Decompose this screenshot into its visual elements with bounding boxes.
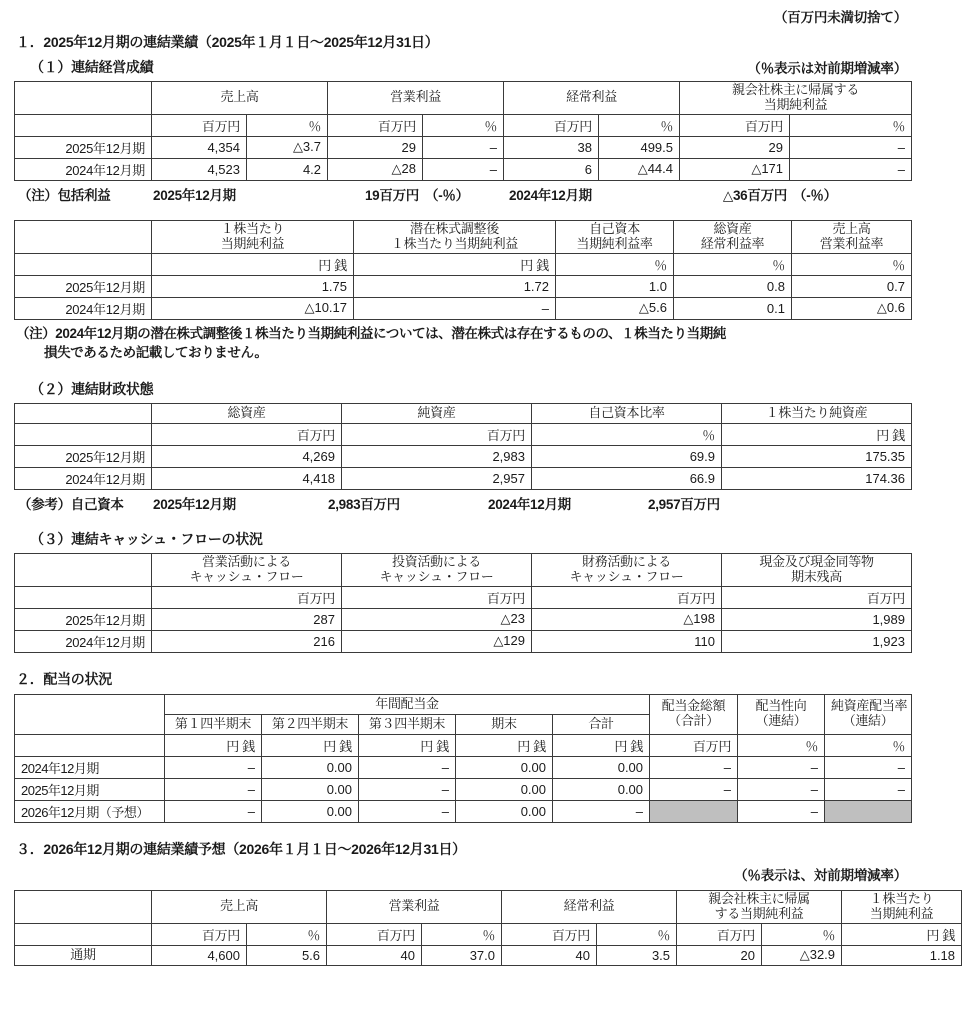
header-total-dividends (650, 694, 738, 734)
per-share-indicators-table (14, 220, 912, 320)
header-line-1: １株当たり (869, 890, 934, 906)
header-line-2: （連結） (842, 713, 894, 729)
table-row (15, 778, 912, 800)
cell-value: 1.75 (152, 275, 354, 297)
header-net-income-attributable (677, 890, 842, 923)
cell-value: △198 (532, 608, 722, 630)
unit-bps: 円 銭 (722, 423, 912, 445)
note-period-1: 2025年12月期 (153, 187, 236, 203)
table-header-row (15, 553, 912, 586)
cell-value: 4,418 (152, 467, 342, 489)
table-row (15, 297, 912, 319)
table-unit-row (15, 423, 912, 445)
header-line-2: 当期純利益率 (576, 235, 653, 251)
cell-value: 4,600 (152, 945, 247, 965)
cell-value: 0.7 (792, 275, 912, 297)
dividend-status-table (14, 694, 912, 823)
note-value-1: 19百万円 (364, 187, 419, 203)
cell-value: 40 (327, 945, 422, 965)
cell-value: 0.1 (674, 297, 792, 319)
unit-row-corner (15, 586, 152, 608)
header-net-income-attributable (680, 82, 912, 115)
table-unit-row (15, 114, 912, 136)
cell-value: – (359, 800, 456, 822)
cell-value: 0.00 (262, 800, 359, 822)
equity-reference-note (16, 493, 913, 513)
unit-roa: ％ (674, 253, 792, 275)
header-net-sales: 売上高 (152, 82, 328, 115)
cell-value: △3.7 (247, 136, 328, 158)
unit-ord-pct: ％ (597, 923, 677, 945)
cell-value: 0.8 (674, 275, 792, 297)
section1-title: １．2025年12月期の連結業績（2025年１月１日～2025年12月31日） (16, 34, 439, 50)
cell-value: – (650, 756, 738, 778)
cell-value: △28 (328, 158, 423, 180)
corner-cell (15, 694, 165, 734)
header-line-1: 潜在株式調整後 (410, 220, 499, 236)
header-roe (556, 220, 674, 253)
cell-value: – (553, 800, 650, 822)
header-total-assets: 総資産 (152, 403, 342, 423)
section1-sub1-header (14, 57, 913, 77)
unit-ni-pct: ％ (762, 923, 842, 945)
note-pct-2: （-％） (793, 187, 837, 203)
corner-cell (15, 82, 152, 115)
cash-flow-table (14, 553, 912, 653)
unit-operating-cf: 百万円 (152, 586, 342, 608)
unit-sales-amount: 百万円 (152, 114, 247, 136)
header-line-2: キャッシュ・フロー (189, 568, 304, 584)
cell-value: – (423, 136, 504, 158)
cell-value: 0.00 (262, 778, 359, 800)
row-label-fy2024: 2024年12月期 (15, 756, 165, 778)
unit-total-dividends: 百万円 (650, 734, 738, 756)
cell-value: – (790, 158, 912, 180)
header-line-2: 営業利益率 (819, 235, 884, 251)
header-line-2: 経常利益率 (700, 235, 765, 251)
unit-row-corner (15, 253, 152, 275)
unit-cash-equivalents: 百万円 (722, 586, 912, 608)
unit-financing-cf: 百万円 (532, 586, 722, 608)
header-line-2: 期末残高 (791, 568, 842, 584)
cell-value: 0.00 (456, 800, 553, 822)
unit-q3: 円 銭 (359, 734, 456, 756)
cell-value: – (359, 778, 456, 800)
cell-value: 1.72 (354, 275, 556, 297)
header-dividend-on-equity (825, 694, 912, 734)
cell-value: 216 (152, 630, 342, 652)
cell-value: 37.0 (422, 945, 502, 965)
row-label-fy2025: 2025年12月期 (15, 445, 152, 467)
header-financing-cf (532, 553, 722, 586)
unit-ord-pct: ％ (599, 114, 680, 136)
note-pct-1: （-％） (425, 187, 469, 203)
unit-row-corner (15, 734, 165, 756)
table-row (15, 158, 912, 180)
unit-total: 円 銭 (553, 734, 650, 756)
cell-value: △0.6 (792, 297, 912, 319)
header-annual-dividend-group: 年間配当金 (165, 694, 650, 714)
cell-value: 1.0 (556, 275, 674, 297)
header-ordinary-income: 経常利益 (504, 82, 680, 115)
cell-value: 110 (532, 630, 722, 652)
cell-value: – (354, 297, 556, 319)
header-line-1: 現金及び現金同等物 (759, 553, 874, 569)
header-line-1: 親会社株主に帰属 (708, 890, 810, 906)
header-line-1: 財務活動による (582, 553, 671, 569)
cell-value: – (650, 778, 738, 800)
cell-value: – (359, 756, 456, 778)
cell-value: 3.5 (597, 945, 677, 965)
unit-payout-ratio: ％ (738, 734, 825, 756)
table-row (15, 445, 912, 467)
cell-value: 40 (502, 945, 597, 965)
unit-row-corner (15, 423, 152, 445)
header-operating-income: 営業利益 (328, 82, 504, 115)
cell-value: 287 (152, 608, 342, 630)
note-line-2: 損失であるため記載しておりません。 (44, 345, 268, 361)
cell-value-shaded (825, 800, 912, 822)
header-line-1: 営業活動による (202, 553, 291, 569)
unit-op-pct: ％ (422, 923, 502, 945)
row-label-fy2024: 2024年12月期 (15, 297, 152, 319)
cell-value: △5.6 (556, 297, 674, 319)
row-label-fy2024: 2024年12月期 (15, 630, 152, 652)
header-investing-cf (342, 553, 532, 586)
table-row (15, 136, 912, 158)
pct-note-section1: （％表示は対前期増減率） (747, 61, 907, 76)
unit-sales-amount: 百万円 (152, 923, 247, 945)
cell-value: 29 (680, 136, 790, 158)
table-row (15, 756, 912, 778)
header-line-1: 総資産 (713, 220, 752, 236)
cell-value: 29 (328, 136, 423, 158)
cell-value: 1,989 (722, 608, 912, 630)
unit-q1: 円 銭 (165, 734, 262, 756)
cell-value: △10.17 (152, 297, 354, 319)
corner-cell (15, 553, 152, 586)
header-line-2: 当期純利益 (763, 96, 828, 112)
header-line-2: （合計） (668, 713, 719, 729)
unit-year-end: 円 銭 (456, 734, 553, 756)
cell-value: 20 (677, 945, 762, 965)
unit-equity-ratio: ％ (532, 423, 722, 445)
comprehensive-income-note (16, 184, 913, 204)
cell-value: 1,923 (722, 630, 912, 652)
cell-value: 0.00 (456, 756, 553, 778)
cell-value: 1.18 (842, 945, 962, 965)
unit-q2: 円 銭 (262, 734, 359, 756)
unit-ord-amount: 百万円 (504, 114, 599, 136)
table-row (15, 630, 912, 652)
unit-diluted-eps: 円 銭 (354, 253, 556, 275)
row-label-fy2025: 2025年12月期 (15, 778, 165, 800)
unit-ni-pct: ％ (790, 114, 912, 136)
cell-value: △129 (342, 630, 532, 652)
cell-value: △44.4 (599, 158, 680, 180)
cell-value: – (738, 800, 825, 822)
unit-net-assets: 百万円 (342, 423, 532, 445)
header-q2-end: 第２四半期末 (262, 714, 359, 734)
corner-cell (15, 220, 152, 253)
header-cash-equivalents (722, 553, 912, 586)
table-unit-row (15, 253, 912, 275)
cell-value: 4,523 (152, 158, 247, 180)
note-label: （参考）自己資本 (18, 496, 124, 512)
unit-roe: ％ (556, 253, 674, 275)
header-q1-end: 第１四半期末 (165, 714, 262, 734)
cell-value: 2,957 (342, 467, 532, 489)
header-line-1: 売上高 (832, 220, 871, 236)
unit-total-assets: 百万円 (152, 423, 342, 445)
unit-op-pct: ％ (423, 114, 504, 136)
note-line-1: （注）2024年12月期の潜在株式調整後１株当たり当期純利益については、潜在株式は存在するものの、１株当たり当期純 (16, 325, 726, 341)
cell-value: 69.9 (532, 445, 722, 467)
header-operating-income: 営業利益 (327, 890, 502, 923)
note-period-2: 2024年12月期 (488, 496, 571, 512)
cell-value: 2,983 (342, 445, 532, 467)
cell-value: – (738, 756, 825, 778)
cell-value: 38 (504, 136, 599, 158)
unit-op-amount: 百万円 (328, 114, 423, 136)
unit-row-corner (15, 114, 152, 136)
cell-value: – (423, 158, 504, 180)
row-label-fy2025: 2025年12月期 (15, 608, 152, 630)
unit-doe: ％ (825, 734, 912, 756)
header-ordinary-income: 経常利益 (502, 890, 677, 923)
cell-value: 0.00 (553, 778, 650, 800)
unit-sales-pct: ％ (247, 114, 328, 136)
cell-value: – (165, 778, 262, 800)
note-value-2: △36百万円 (722, 187, 787, 203)
rounding-note: （百万円未満切捨て） (774, 10, 907, 25)
unit-operating-margin: ％ (792, 253, 912, 275)
header-net-sales: 売上高 (152, 890, 327, 923)
cell-value: 4.2 (247, 158, 328, 180)
header-line-2: 当期純利益 (869, 905, 934, 921)
cell-value: 6 (504, 158, 599, 180)
corner-cell (15, 403, 152, 423)
header-bps: １株当たり純資産 (722, 403, 912, 423)
header-operating-cf (152, 553, 342, 586)
cell-value: 0.00 (553, 756, 650, 778)
header-net-assets: 純資産 (342, 403, 532, 423)
table-unit-row (15, 923, 962, 945)
table-row (15, 608, 912, 630)
section1-sub3-title: （３）連結キャッシュ・フローの状況 (30, 530, 263, 547)
table-unit-row (15, 734, 912, 756)
cell-value: 4,354 (152, 136, 247, 158)
cell-value: 499.5 (599, 136, 680, 158)
header-line-2: １株当たり当期純利益 (390, 235, 518, 251)
note-label: （注）包括利益 (18, 187, 111, 203)
section1-sub2-title: （２）連結財政状態 (30, 380, 154, 397)
note-value-2: 2,957百万円 (648, 496, 720, 512)
header-line-1: 純資産配当率 (831, 698, 908, 714)
header-eps (152, 220, 354, 253)
header-q3-end: 第３四半期末 (359, 714, 456, 734)
table-header-row (15, 82, 912, 115)
table-header-row (15, 403, 912, 423)
cell-value: – (738, 778, 825, 800)
header-line-1: 親会社株主に帰属する (732, 82, 860, 97)
header-line-2: （連結） (755, 713, 807, 729)
unit-eps: 円 銭 (842, 923, 962, 945)
note-period-1: 2025年12月期 (153, 496, 236, 512)
header-line-2: キャッシュ・フロー (379, 568, 494, 584)
section3-title: ３．2026年12月期の連結業績予想（2026年１月１日～2026年12月31日） (16, 840, 466, 857)
cell-value: – (825, 756, 912, 778)
cell-value: △171 (680, 158, 790, 180)
unit-ord-amount: 百万円 (502, 923, 597, 945)
cell-value: 0.00 (262, 756, 359, 778)
row-label-fy2025: 2025年12月期 (15, 275, 152, 297)
per-share-note (16, 324, 913, 363)
header-payout-ratio (738, 694, 825, 734)
cell-value: 174.36 (722, 467, 912, 489)
cell-value: 5.6 (247, 945, 327, 965)
header-line-1: １株当たり (220, 220, 285, 236)
header-line-2: 当期純利益 (220, 235, 285, 251)
forecast-table (14, 890, 962, 966)
section1-sub1-title: （１）連結経営成績 (30, 59, 154, 75)
unit-op-amount: 百万円 (327, 923, 422, 945)
row-label-fy2026-forecast: 2026年12月期（予想） (15, 800, 165, 822)
consolidated-results-table (14, 81, 912, 181)
header-year-end: 期末 (456, 714, 553, 734)
cell-value: – (825, 778, 912, 800)
cell-value: – (790, 136, 912, 158)
table-header-row-top (15, 694, 912, 714)
table-header-row (15, 220, 912, 253)
header-diluted-eps (354, 220, 556, 253)
unit-ni-amount: 百万円 (677, 923, 762, 945)
table-row (15, 275, 912, 297)
header-line-1: 自己資本 (589, 220, 640, 236)
cell-value: 4,269 (152, 445, 342, 467)
row-label-fy2025: 2025年12月期 (15, 136, 152, 158)
unit-row-corner (15, 923, 152, 945)
cell-value-shaded (650, 800, 738, 822)
unit-eps: 円 銭 (152, 253, 354, 275)
row-label-fy2024: 2024年12月期 (15, 467, 152, 489)
financial-position-table (14, 403, 912, 490)
header-line-1: 投資活動による (392, 553, 481, 569)
cell-value: 66.9 (532, 467, 722, 489)
table-row (15, 945, 962, 965)
header-line-1: 配当性向 (755, 698, 807, 714)
table-row (15, 467, 912, 489)
pct-note-section3: （％表示は、対前期増減率） (734, 867, 907, 883)
row-label-fy2024: 2024年12月期 (15, 158, 152, 180)
section2-title: ２．配当の状況 (16, 670, 112, 687)
unit-investing-cf: 百万円 (342, 586, 532, 608)
header-line-1: 配当金総額 (661, 698, 726, 714)
cell-value: 0.00 (456, 778, 553, 800)
header-total: 合計 (553, 714, 650, 734)
header-line-2: する当期純利益 (714, 905, 804, 921)
header-operating-margin (792, 220, 912, 253)
table-header-row (15, 890, 962, 923)
cell-value: △32.9 (762, 945, 842, 965)
cell-value: – (165, 756, 262, 778)
table-row-forecast (15, 800, 912, 822)
note-value-1: 2,983百万円 (328, 496, 400, 512)
cell-value: △23 (342, 608, 532, 630)
note-period-2: 2024年12月期 (509, 187, 592, 203)
header-roa (674, 220, 792, 253)
cell-value: 175.35 (722, 445, 912, 467)
header-eps (842, 890, 962, 923)
header-line-2: キャッシュ・フロー (569, 568, 684, 584)
header-equity-ratio: 自己資本比率 (532, 403, 722, 423)
unit-ni-amount: 百万円 (680, 114, 790, 136)
unit-sales-pct: ％ (247, 923, 327, 945)
cell-value: – (165, 800, 262, 822)
corner-cell (15, 890, 152, 923)
row-label-full-year: 通期 (15, 945, 152, 965)
table-unit-row (15, 586, 912, 608)
